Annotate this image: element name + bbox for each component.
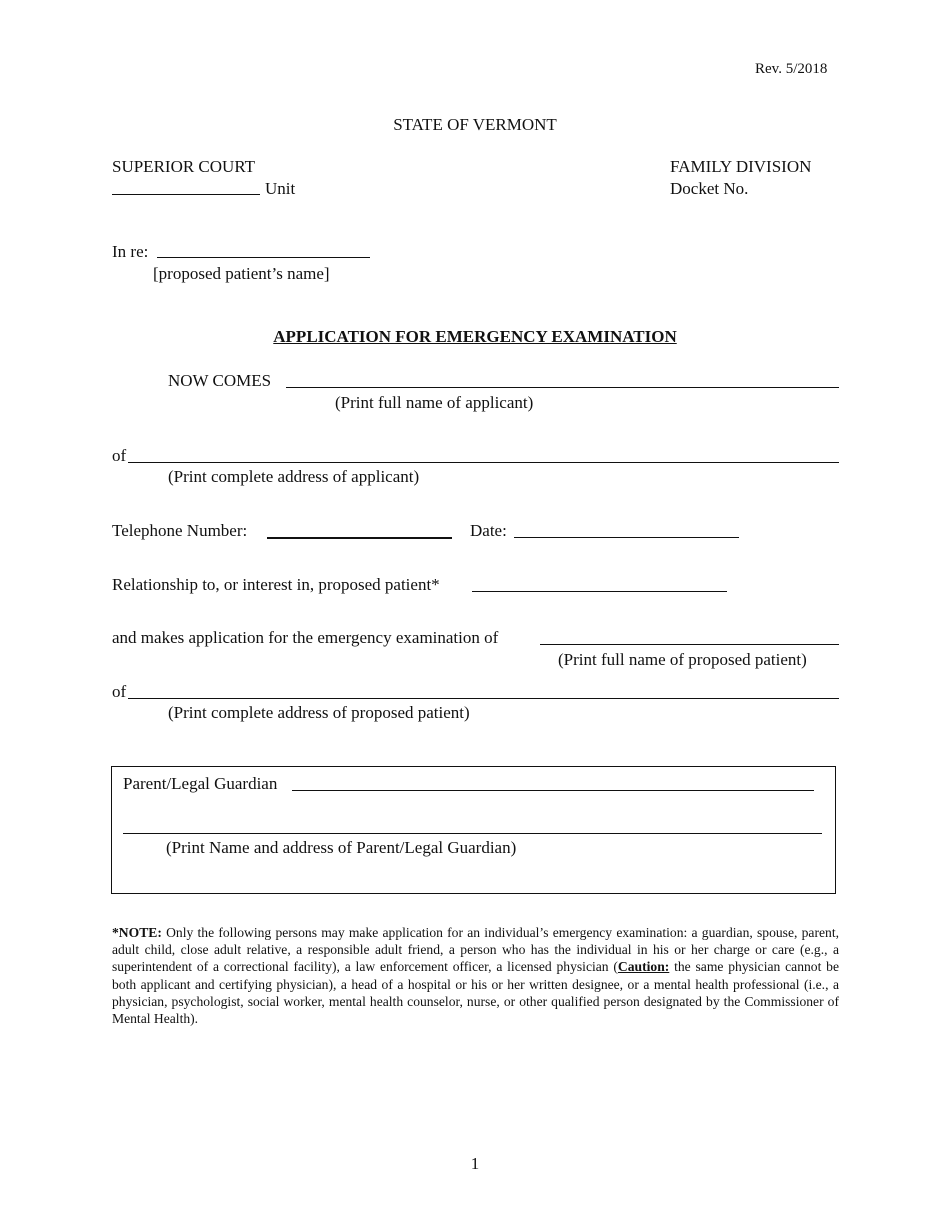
relationship-field[interactable] — [472, 591, 727, 592]
note-text-2: the same physician cannot be both applicant and certifying physician), a head of a hospital or his or her written designee, or a mental health professional (i.e., a physician, psychologist, social worker, mental health counselor, nurse, or other qualified person designated by the Commissioner of Mental Health). — [112, 959, 839, 1027]
patient-name-field[interactable] — [540, 644, 839, 645]
in-re-label: In re: — [112, 242, 149, 261]
patient-address-caption: (Print complete address of proposed patient) — [168, 703, 470, 722]
applicant-address-caption: (Print complete address of applicant) — [168, 467, 420, 486]
date-field[interactable] — [514, 537, 739, 538]
unit-field[interactable] — [112, 194, 260, 195]
patient-name-caption: (Print full name of proposed patient) — [558, 650, 807, 669]
applicant-address-field[interactable] — [128, 462, 839, 463]
note-caution: Caution: — [617, 959, 670, 975]
proposed-patient-caption: [proposed patient’s name] — [153, 264, 330, 283]
docket-label: Docket No. — [670, 179, 749, 198]
telephone-label: Telephone Number: — [112, 521, 248, 540]
guardian-caption: (Print Name and address of Parent/Legal Guardian) — [166, 838, 517, 857]
telephone-field[interactable] — [267, 537, 452, 539]
date-label: Date: — [470, 521, 507, 540]
revision-date: Rev. 5/2018 — [755, 61, 828, 77]
applicant-name-field[interactable] — [286, 387, 839, 388]
of-label-2: of — [112, 682, 127, 701]
patient-address-field[interactable] — [128, 698, 839, 699]
unit-label: Unit — [265, 179, 296, 198]
application-label: and makes application for the emergency examination of — [112, 628, 499, 647]
note-lead: *NOTE: — [112, 925, 162, 940]
note-text-1: Only the following persons may make application for an individual’s emergency examination: a guardian, spouse, parent, adult child, close adult relative, a responsible adult friend, a person who has the individual in his or her charge or care (e.g., a superintendent of a correctional facility), a law enforcement officer, a licensed physician ( — [112, 925, 839, 975]
court-name: SUPERIOR COURT — [112, 157, 256, 176]
division-name: FAMILY DIVISION — [670, 157, 812, 176]
page-number: 1 — [470, 1154, 480, 1173]
guardian-name-field[interactable] — [292, 790, 814, 791]
applicant-name-caption: (Print full name of applicant) — [335, 393, 534, 412]
relationship-label: Relationship to, or interest in, proposed patient* — [112, 575, 440, 594]
eligibility-note — [112, 924, 839, 1027]
state-heading: STATE OF VERMONT — [393, 115, 557, 134]
now-comes-label: NOW COMES — [168, 371, 272, 390]
form-title: APPLICATION FOR EMERGENCY EXAMINATION — [273, 327, 677, 346]
proposed-patient-name-field[interactable] — [157, 257, 370, 258]
guardian-label: Parent/Legal Guardian — [123, 774, 278, 793]
of-label: of — [112, 446, 127, 465]
guardian-address-field[interactable] — [123, 833, 822, 834]
